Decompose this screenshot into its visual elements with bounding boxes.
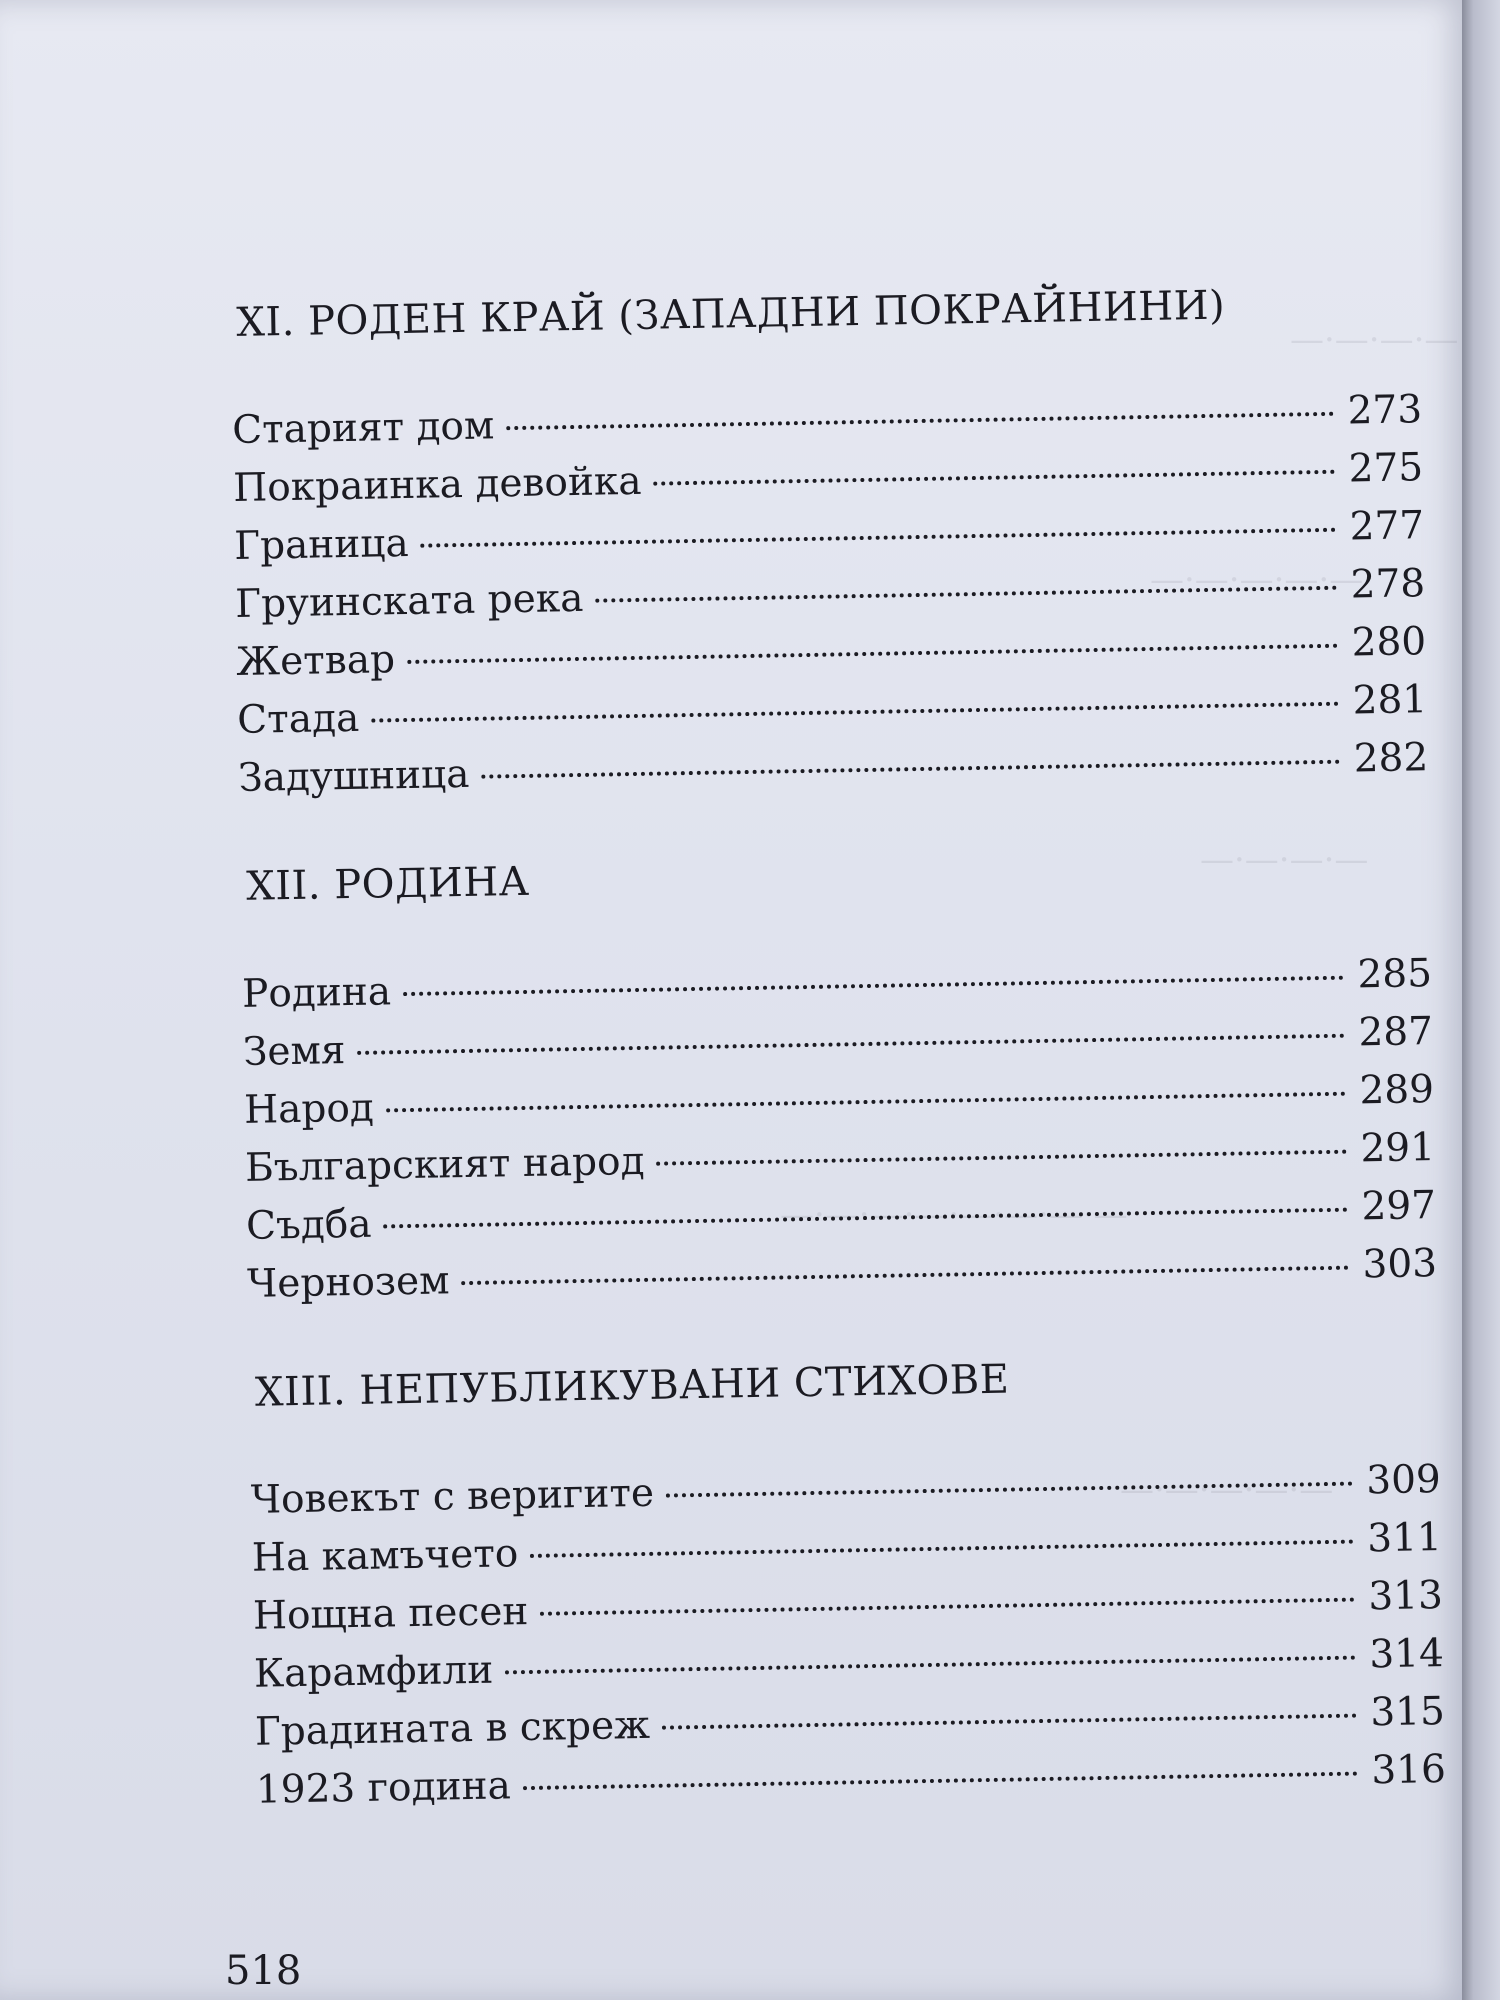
entry-title: Чернозем [246,1258,450,1307]
section-heading: XII. РОДИНА [245,858,530,910]
entry-page-number: 277 [1349,503,1425,550]
toc-entry-list [242,945,1438,1314]
toc-entry-list [232,381,1429,808]
bleed-through-text: —·—·—·—·— [1150,560,1364,600]
entry-title: Народ [243,1085,375,1133]
entry-title: Българският народ [244,1138,645,1191]
entry-title: Нощна песен [252,1588,529,1639]
dot-leader [662,1714,1356,1730]
entry-title: Човекът с веригите [250,1470,655,1523]
entry-page-number: 287 [1358,1009,1434,1056]
dot-leader [371,702,1339,723]
toc-entry-list [250,1451,1446,1820]
entry-title: Стада [236,695,360,743]
entry-page-number: 315 [1369,1689,1446,1736]
entry-page-number: 289 [1359,1067,1435,1114]
toc-section [230,279,1429,808]
entry-title: Земя [242,1028,346,1075]
entry-page-number: 309 [1365,1457,1442,1504]
entry-page-number: 273 [1347,387,1423,434]
entry-page-number: 303 [1362,1241,1438,1288]
dot-leader [384,1208,1348,1229]
entry-title: Градината в скреж [254,1702,651,1755]
entry-title: Съдба [245,1201,372,1249]
entry-page-number: 297 [1361,1183,1437,1230]
dot-leader [505,1656,1355,1675]
entry-title: Старият дом [231,403,495,453]
entry-page-number: 275 [1348,445,1424,492]
dot-leader [653,470,1334,486]
entry-title: Жетвар [235,637,396,685]
dot-leader [421,528,1336,548]
dot-leader [530,1540,1353,1558]
entry-page-number: 314 [1368,1631,1445,1678]
bleed-through-text: —·—·—·— [1200,840,1369,880]
dot-leader [506,412,1333,430]
dot-leader [462,1266,1349,1285]
entry-title: Задушница [237,751,470,801]
entry-title: Карамфили [253,1647,494,1697]
entry-page-number: 282 [1353,735,1429,782]
entry-title: На камъчето [251,1531,519,1581]
entry-page-number: 280 [1351,619,1427,666]
entry-page-number: 313 [1367,1573,1444,1620]
dot-leader [386,1092,1346,1113]
entry-title: Покраинка девойка [232,458,642,511]
section-heading: XIII. НЕПУБЛИКУВАНИ СТИХОВЕ [254,1356,1010,1416]
entry-page-number: 285 [1357,951,1433,998]
dot-leader [481,760,1339,779]
entry-title: Родина [241,969,392,1017]
entry-title: Груинската река [234,575,584,627]
entry-page-number: 278 [1350,561,1426,608]
bleed-through-text: —·—·—·—·— [1120,1470,1334,1510]
dot-leader [523,1772,1358,1791]
facing-page-edge [1462,0,1500,2000]
entry-page-number: 311 [1366,1515,1443,1562]
dot-leader [666,1482,1352,1498]
dot-leader [407,644,1338,664]
dot-leader [357,1034,1344,1055]
entry-page-number: 291 [1360,1125,1436,1172]
dot-leader [656,1150,1346,1166]
dot-leader [540,1598,1354,1616]
entry-page-number: 316 [1370,1747,1447,1794]
table-of-contents [230,279,1447,1876]
entry-title: 1923 година [255,1763,512,1813]
entry-title: Граница [233,520,410,569]
entry-page-number: 281 [1352,677,1428,724]
dot-leader [403,976,1343,996]
page-number: 518 [225,1948,302,1994]
dot-leader [595,586,1336,603]
bleed-through-text: —·—·—·—·—·—·—·— [780,1195,1128,1235]
toc-section [240,843,1438,1314]
section-heading: XI. РОДЕН КРАЙ (ЗАПАДНИ ПОКРАЙНИНИ) [235,282,1226,346]
bleed-through-text: —·—·—·— [1290,320,1459,360]
toc-section [249,1349,1447,1820]
